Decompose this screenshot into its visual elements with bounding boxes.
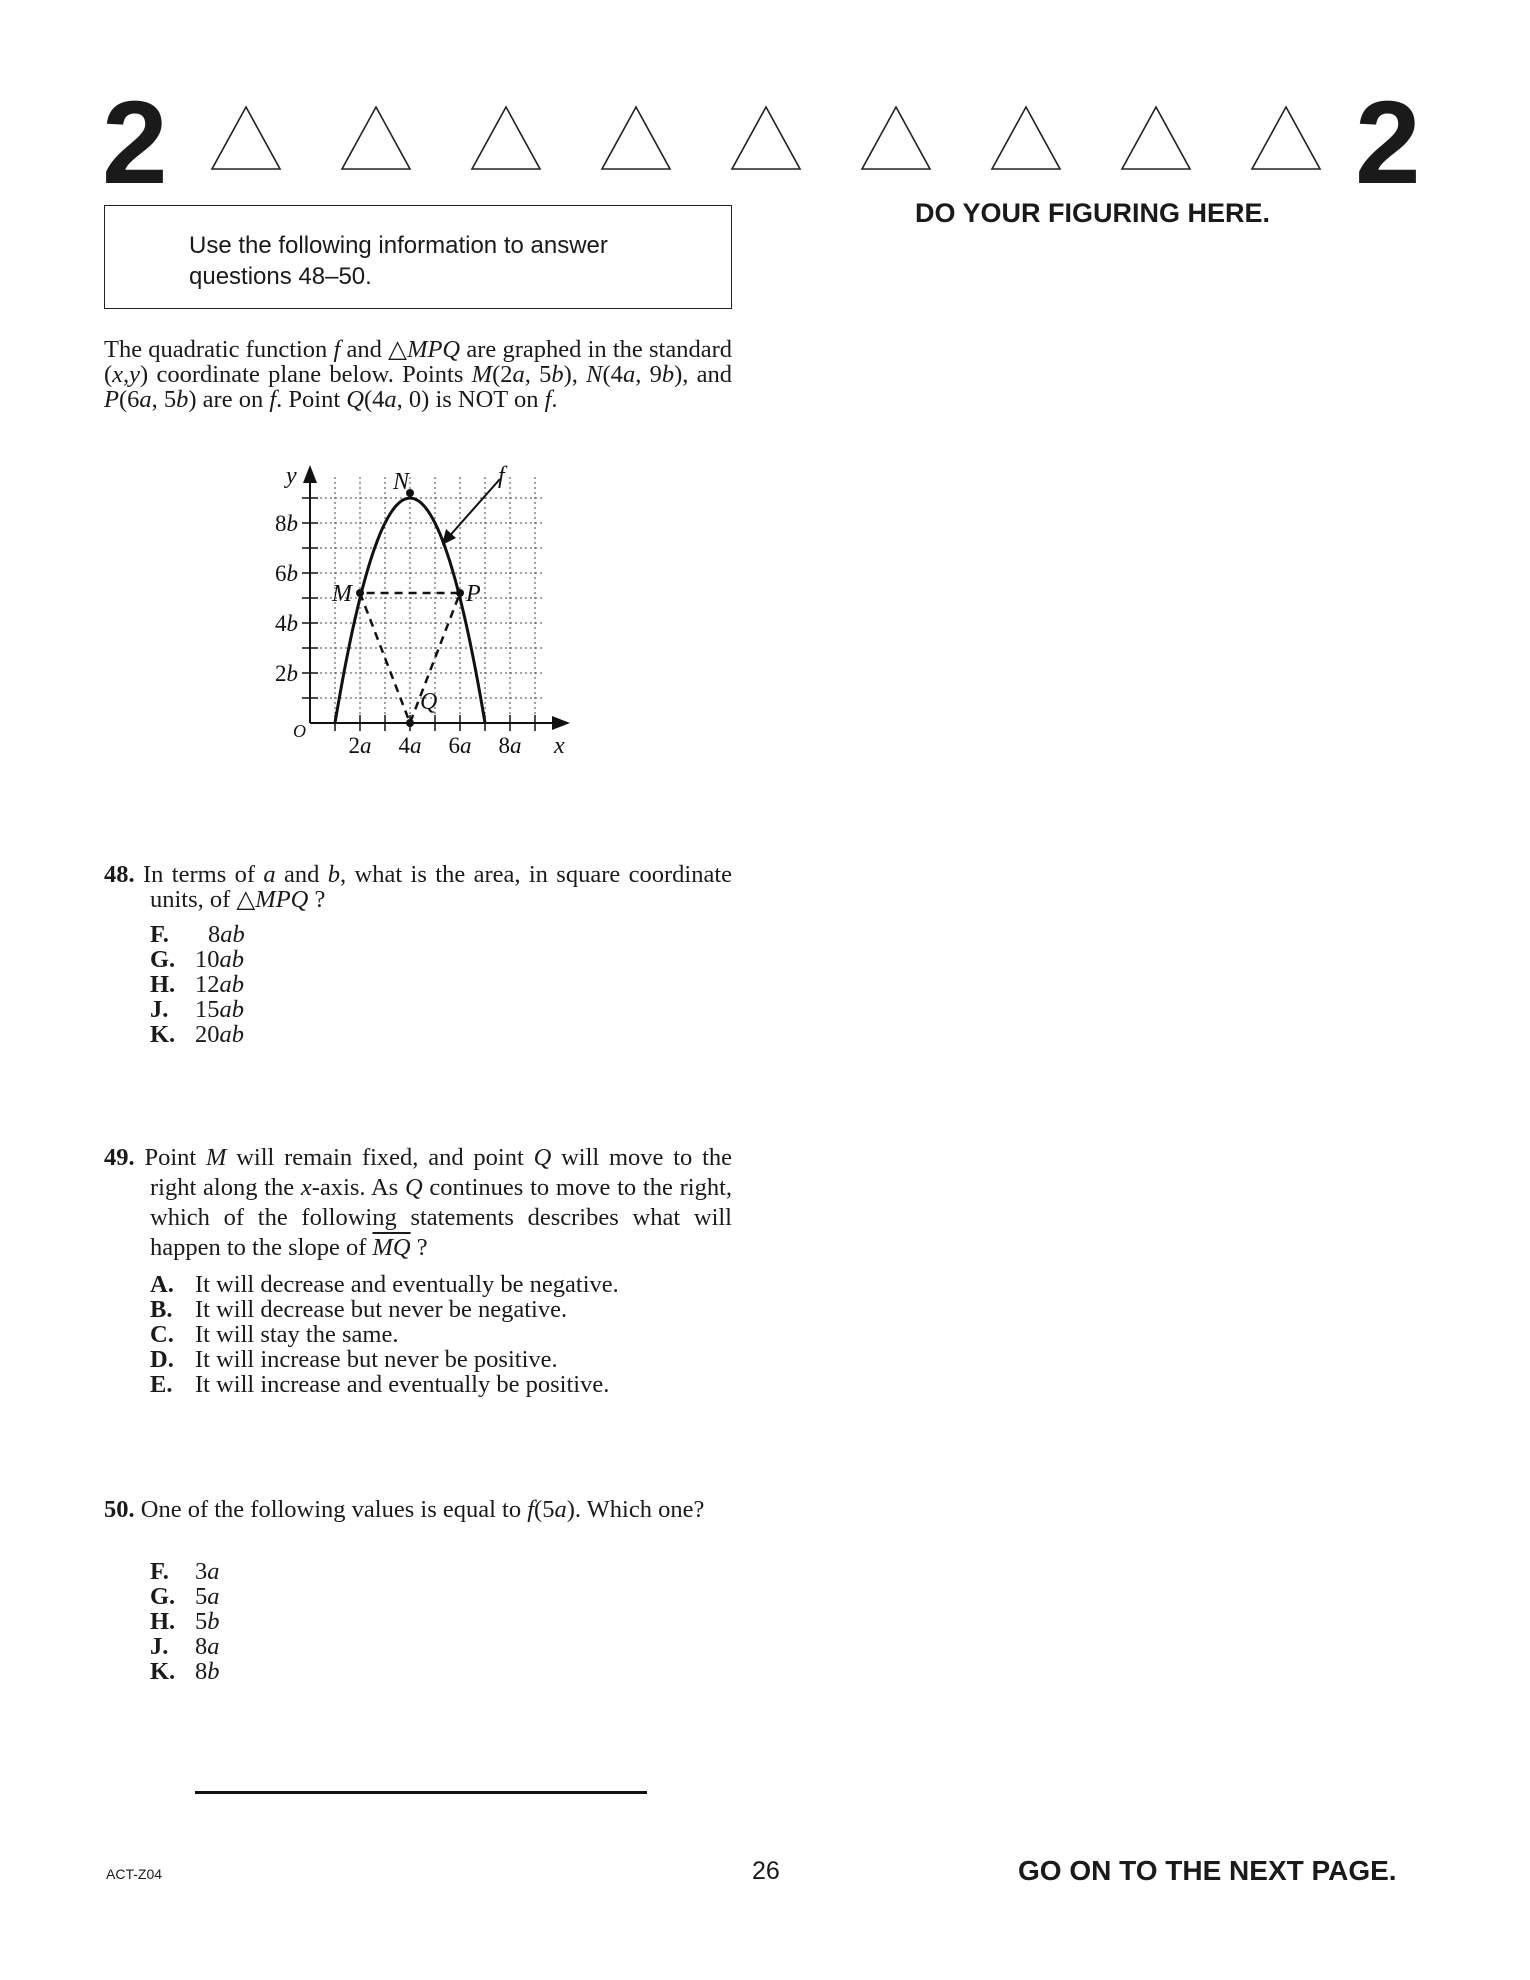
q50-option-g[interactable]: G. 5a — [150, 1583, 220, 1610]
next-page-label: GO ON TO THE NEXT PAGE. — [1018, 1855, 1397, 1886]
label-m: M — [332, 581, 352, 607]
q50-option-k[interactable]: K. 8b — [150, 1658, 220, 1685]
y-tick-label: 4b — [275, 611, 298, 636]
y-tick-label: 8b — [275, 511, 298, 536]
section-number-left: 2 — [102, 77, 168, 209]
y-axis-arrow — [303, 465, 317, 483]
segment-mq: $\overline{MQ}$ — [372, 1234, 411, 1261]
axis-ticks — [302, 498, 535, 731]
parabola-f — [335, 498, 485, 723]
y-tick-label: 6b — [275, 561, 298, 586]
triangle-icon — [990, 104, 1062, 172]
y-tick-label: 2b — [275, 661, 298, 686]
x-tick-label: 6a — [448, 733, 472, 758]
triangle-icon — [1250, 104, 1322, 172]
x-tick-labels — [349, 733, 522, 758]
triangle-icon — [470, 104, 542, 172]
q48-option-f[interactable]: F. 8ab — [150, 921, 245, 948]
label-p: P — [466, 581, 481, 607]
label-q: Q — [420, 689, 438, 715]
point-m — [356, 589, 364, 597]
q48-option-h[interactable]: H. 12ab — [150, 971, 244, 998]
triangle-icon — [210, 104, 282, 172]
q50-option-h[interactable]: H. 5b — [150, 1608, 220, 1635]
info-box — [104, 205, 732, 309]
triangle-icon — [860, 104, 932, 172]
question-50: 50. One of the following values is equal to f(5a). Which one? — [104, 1496, 705, 1523]
label-f: f — [498, 463, 505, 489]
q50-option-f[interactable]: F. 3a — [150, 1558, 220, 1585]
x-tick-label: 8a — [498, 733, 522, 758]
triangle-icon — [600, 104, 672, 172]
x-tick-label: 2a — [348, 733, 372, 758]
page-number: 26 — [752, 1857, 780, 1885]
f-pointer-line — [446, 479, 500, 540]
q49-option-a[interactable]: A. It will decrease and eventually be negative. — [150, 1271, 619, 1298]
x-axis-label: x — [554, 733, 565, 759]
point-q — [406, 719, 414, 727]
footer-code: ACT-Z04 — [106, 1866, 163, 1882]
y-axis-label: y — [286, 463, 297, 489]
question-48: 48. In terms of a and b, what is the area, in square coordinate units, of △MPQ ? — [104, 861, 733, 913]
end-rule — [195, 1791, 647, 1794]
q48-option-j[interactable]: J. 15ab — [150, 996, 244, 1023]
triangle-icon — [340, 104, 412, 172]
q48-option-k[interactable]: K. 20ab — [150, 1021, 244, 1048]
y-tick-labels — [275, 511, 298, 686]
section-number-right: 2 — [1355, 77, 1421, 209]
figuring-label: DO YOUR FIGURING HERE. — [915, 198, 1271, 228]
coordinate-graph — [260, 455, 580, 765]
info-box-text: Use the following information to answer questions 48–50. — [189, 232, 608, 290]
x-tick-label: 4a — [398, 733, 422, 758]
q50-option-j[interactable]: J. 8a — [150, 1633, 220, 1660]
question-49: 49. Point M will remain fixed, and point Q will move to the right along the x-axis. As Q continues to move to the right, which of the following statements describes what will happen to the slope of $\overline{MQ}$ ? — [104, 1144, 733, 1261]
q49-option-e[interactable]: E. It will increase and eventually be positive. — [150, 1371, 610, 1398]
triangle-icon — [1120, 104, 1192, 172]
x-axis-arrow — [552, 716, 570, 730]
label-n: N — [393, 469, 410, 495]
q49-option-c[interactable]: C. It will stay the same. — [150, 1321, 399, 1348]
q48-option-g[interactable]: G. 10ab — [150, 946, 244, 973]
triangle-icon — [730, 104, 802, 172]
point-p — [456, 589, 464, 597]
q49-option-d[interactable]: D. It will increase but never be positive. — [150, 1346, 558, 1373]
question-stem: The quadratic function f and △MPQ are graphed in the standard (x,y) coordinate plane below. Points M(2a, 5b), N(4a, 9b), and P(6a, 5b) are on f. Point Q(4a, 0) is NOT on f. — [104, 336, 732, 413]
q49-option-b[interactable]: B. It will decrease but never be negative. — [150, 1296, 568, 1323]
origin-label: O — [293, 721, 306, 741]
